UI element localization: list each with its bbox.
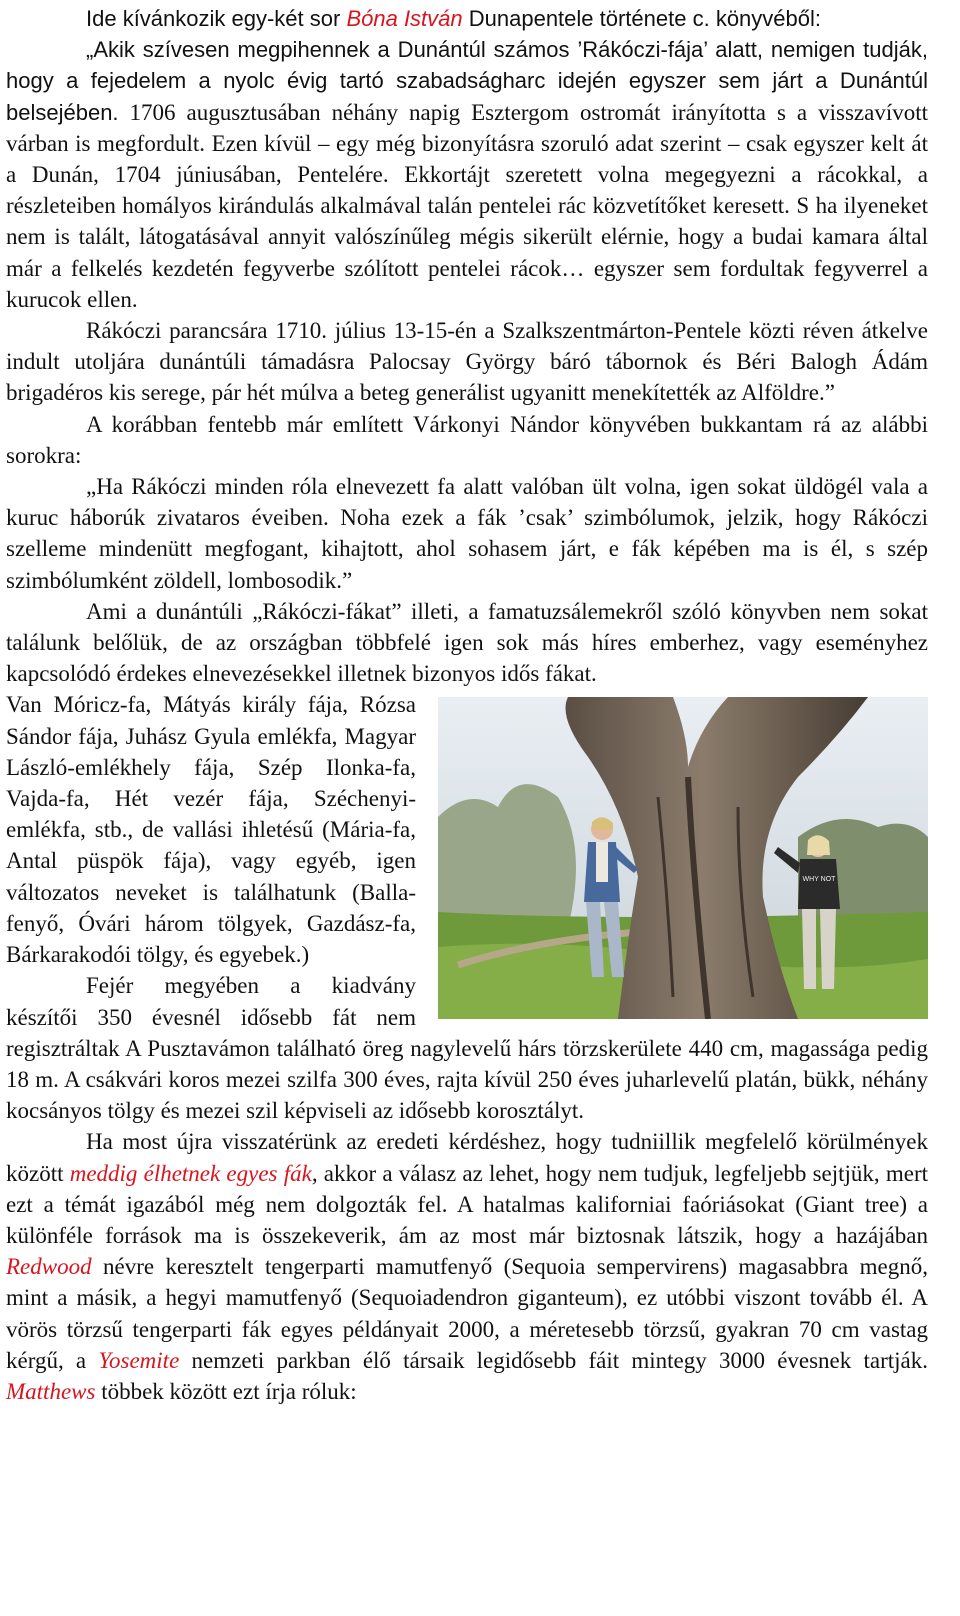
document-page (6, 3, 928, 1407)
tree-names-paragraph: Van Móricz-fa, Mátyás király fája, Rózsa Sándor fája, Juhász Gyula emlékfa, Magyar László-emlékhely fája, Szép Ilonka-fa, Vajda-fa, Hét vezér fája, Széchenyi-emlékfa, stb., de vallási ihletésű (Mária-fa, Antal püspök fája), vagy egyéb, igen változatos neveket is találhatunk (Balla-fenyő, Óvári három tölgyek, Gazdász-fa, Bárkarakodói tölgy, és egyebek.) (6, 692, 416, 968)
highlight-yosemite: Yosemite (98, 1347, 180, 1373)
closing-paragraph (6, 1126, 928, 1407)
closing-text-5: többek között ezt írja róluk: (95, 1378, 357, 1404)
intro-text-end: Dunapentele története c. könyvéből: (462, 6, 821, 31)
highlight-meddig: meddig élhetnek egyes fák (69, 1160, 312, 1186)
tree-photo-image (438, 697, 928, 1019)
varkonyi-intro: A korábban fentebb már említett Várkonyi Nándor könyvében bukkantam rá az alábbi sorokra: (6, 411, 928, 468)
closing-text-4: nemzeti parkban élő társaik legidősebb fáit mintegy 3000 évesnek tartják. (179, 1347, 928, 1373)
intro-text: Ide kívánkozik egy-két sor (86, 6, 347, 31)
quote-text-sans: „Akik szívesen megpihennek a Dunántúl számos ’Rákóczi-fája’ alatt, nemigen tudják, hogy a fejedelem a nyolc évig tartó szabadságharc idején egyszer sem járt a Dunántúl belsejében. (6, 37, 928, 125)
tree-photo (438, 697, 928, 1019)
closing-text-2: , akkor a válasz az lehet, hogy nem tudjuk, legfeljebb sejtjük, mert ezt a témát igazából még nem dolgozták fel. A hatalmas kaliforniai faóriásokat (Giant tree) a különféle források ma is összekeverik, ám az most már biztosnak látszik, hogy a hazájában (6, 1160, 929, 1248)
author-name: Bóna István (346, 6, 463, 31)
highlight-redwood: Redwood (6, 1254, 92, 1280)
rakoczi-trees-paragraph: Ami a dunántúli „Rákóczi-fákat” illeti, a famatuzsálemekről szóló könyvben nem sokat találunk belőlük, de az országban többfelé igen sok más híres emberhez, vagy eseményhez kapcsolódó érdekes elnevezésekkel illetnek bizonyos idős fákat. (6, 598, 928, 687)
quote-text: 1706 augusztusában néhány napig Esztergom ostromát irányította s a visszavívott várban is megfordult. Ezen kívül – egy még bizonyításra szoruló adat szerint – csak egyszer kelt át a Dunán, 1704 júniusában, Pentelére. Ekkortájt szeretett volna megegyezni a rácokkal, a részleteiben homályos kirándulás alkalmával talán pentelei rác közvetítőket keresett. S ha ilyeneket nem is talált, látogatásával annyit valószínűleg mégis sikerült elérnie, hogy a budai kamara által már a felkelés kezdetén fegyverbe szólított pentelei rácok… egyszer sem fordultak fegyverrel a kurucok ellen. (6, 99, 928, 312)
highlight-matthews: Matthews (6, 1378, 96, 1404)
shirt-text: WHY NOT (802, 876, 836, 884)
fejer-paragraph: Fejér megyében a kiadvány készítői 350 évesnél idősebb fát nem regisztráltak A Pusztavámon található öreg nagylevelű hárs törzskerülete 440 cm, magassága pedig 18 m. A csákvári koros mezei szilfa 300 éves, rajta kívül 250 éves juharlevelű platán, bükk, néhány kocsányos tölgy és mezei szil képviseli az idősebb korosztályt. (6, 973, 928, 1124)
closing-text-1: Ha most újra visszatérünk az eredeti kérdéshez, hogy tudniillik megfelelő körülmények között (6, 1129, 928, 1186)
quote-paragraph-1 (6, 34, 928, 315)
closing-text-3: névre keresztelt tengerparti mamutfenyő (Sequoia sempervirens) magasabbra megnő, mint a másik, a hegyi mamutfenyő (Sequoiadendron giganteum), ez utóbbi viszont tovább él. A vörös törzsű tengerparti fák egyes példányait 2000, a méretesebb törzsű, gyakran 70 cm vastag kérgű, a (6, 1254, 928, 1373)
quote-paragraph-2: Rákóczi parancsára 1710. július 13-15-én a Szalkszentmárton-Pentele közti réven átkelve indult utoljára dunántúli támadásra Palocsay György báró tábornok és Béri Balogh Ádám brigadéros kis serege, pár hét múlva a beteg generálist ugyanitt menekítették az Alföldre.” (6, 318, 928, 406)
intro-paragraph (6, 3, 928, 34)
varkonyi-quote: „Ha Rákóczi minden róla elnevezett fa alatt valóban ült volna, igen sokat üldögél vala a kuruc háborúk zivataros éveiben. Noha ezek a fák ’csak’ szimbólumok, jelzik, hogy Rákóczi szelleme mindenütt megfogant, kihajtott, ahol sohasem járt, e fák képében ma is él, s szép szimbólumként zöldell, lombosodik.” (6, 474, 928, 593)
